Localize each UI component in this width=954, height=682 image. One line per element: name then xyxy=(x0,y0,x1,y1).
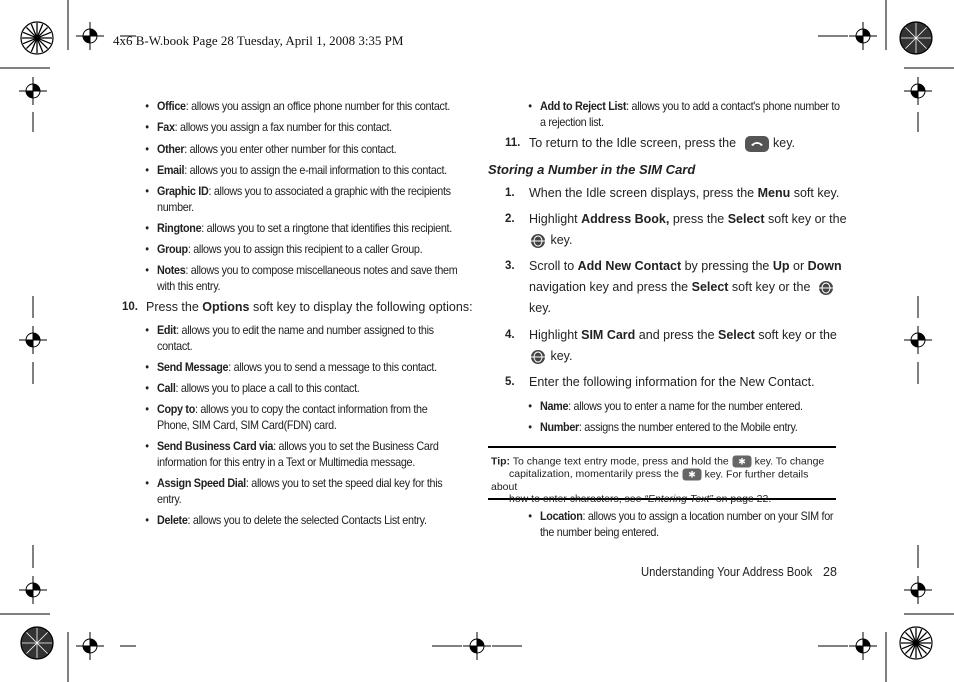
svg-text:✱: ✱ xyxy=(687,470,696,481)
registration-mark-icon xyxy=(21,22,53,54)
registration-mark-icon xyxy=(21,627,53,659)
step-5: 5. Enter the following information for the New Contact. xyxy=(505,375,815,389)
svg-text:✱: ✱ xyxy=(737,457,746,468)
bullet-email: • Email: allows you to assign the e-mail information to this contact. xyxy=(145,163,447,177)
tip-box xyxy=(488,446,836,505)
bullet-delete: • Delete: allows you to delete the selected Contacts List entry. xyxy=(145,513,427,527)
registration-mark-icon xyxy=(900,22,932,54)
star-key-icon xyxy=(732,455,752,468)
bullet-graphic-id: • Graphic ID: allows you to associated a graphic with the recipients number. xyxy=(145,184,451,214)
section-heading: Storing a Number in the SIM Card xyxy=(488,162,696,177)
page-number: 28 xyxy=(823,565,837,579)
bullet-send-message: • Send Message: allows you to send a message to this contact. xyxy=(145,360,437,374)
bullet-send-business-card: • Send Business Card via: allows you to set the Business Card information for this entry in a Text or Multimedia message. xyxy=(145,439,439,469)
ok-key-icon xyxy=(529,349,547,365)
bullet-notes: • Notes: allows you to compose miscellaneous notes and save them with this entry. xyxy=(145,263,458,293)
step-4: 4. Highlight SIM Card and press the Select soft key or the key. xyxy=(505,328,837,363)
step-11: 11. To return to the Idle screen, press the key. xyxy=(529,133,795,154)
bullet-group: • Group: allows you to assign this recipient to a caller Group. xyxy=(145,242,423,256)
bullet-copy-to: • Copy to: allows you to copy the contact information from the Phone, SIM Card, SIM Card(FDN) card. xyxy=(145,402,428,432)
bullet-other: • Other: allows you enter other number for this contact. xyxy=(145,142,397,156)
end-key-icon xyxy=(744,135,770,153)
ok-key-icon xyxy=(817,280,835,296)
tip-text: Tip: To change text entry mode, press and hold the ✱ key. To change capitalization, momentarily press the ✱ key. For further details about how to enter characters, see “Entering Text” on page 22. xyxy=(491,455,825,505)
bullet-assign-speed-dial: • Assign Speed Dial: allows you to set the speed dial key for this entry. xyxy=(145,476,443,506)
bullet-call: • Call: allows you to place a call to this contact. xyxy=(145,381,360,395)
book-header: 4x6 B-W.book Page 28 Tuesday, April 1, 2008 3:35 PM xyxy=(113,33,404,48)
footer-title: Understanding Your Address Book xyxy=(641,565,813,579)
bullet-location: • Location: allows you to assign a location number on your SIM for the number being entered. xyxy=(528,509,834,539)
bullet-fax: • Fax: allows you assign a fax number for this contact. xyxy=(145,120,392,134)
star-key-icon xyxy=(682,468,702,481)
bullet-office: • Office: allows you assign an office phone number for this contact. xyxy=(145,99,451,113)
ok-key-icon xyxy=(529,233,547,249)
registration-mark-icon xyxy=(900,627,932,659)
bullet-name: • Name: allows you to enter a name for the number entered. xyxy=(528,399,803,413)
step-1: 1. When the Idle screen displays, press the Menu soft key. xyxy=(505,186,840,200)
bullet-number: • Number: assigns the number entered to the Mobile entry. xyxy=(528,420,798,434)
step-10: 10. Press the Options soft key to display the following options: xyxy=(122,300,473,314)
bullet-add-to-reject-list: • Add to Reject List: allows you to add a contact's phone number to a rejection list. xyxy=(528,99,840,129)
bullet-ringtone: • Ringtone: allows you to set a ringtone that identifies this recipient. xyxy=(145,221,452,235)
step-3: 3. Scroll to Add New Contact by pressing the Up or Down navigation key and press the Select soft key or the key. xyxy=(505,259,842,315)
step-2: 2. Highlight Address Book, press the Select soft key or the key. xyxy=(505,212,847,247)
bullet-edit: • Edit: allows you to edit the name and number assigned to this contact. xyxy=(145,323,434,353)
